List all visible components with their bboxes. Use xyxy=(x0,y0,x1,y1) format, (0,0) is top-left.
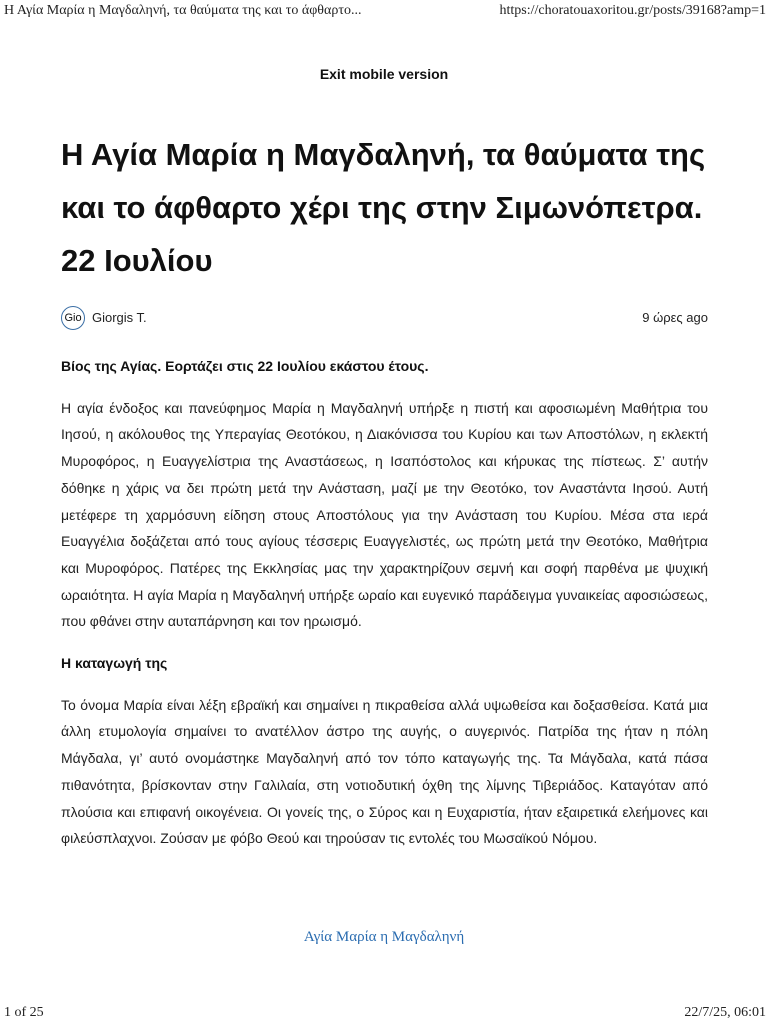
print-footer xyxy=(0,1002,768,1024)
print-datetime: 22/7/25, 06:01 xyxy=(684,1005,766,1020)
print-header-title: Η Αγία Μαρία η Μαγδαληνή, τα θαύματα της και το άφθαρτο... xyxy=(4,3,362,18)
page-counter: 1 of 25 xyxy=(4,1005,44,1020)
byline xyxy=(61,306,708,334)
author-avatar[interactable]: Gio xyxy=(61,306,85,330)
print-header-url: https://choratouaxoritou.gr/posts/39168?amp=1 xyxy=(499,3,766,18)
image-caption-link[interactable]: Αγία Μαρία η Μαγδαληνή xyxy=(303,929,465,945)
author-name[interactable]: Giorgis T. xyxy=(92,310,147,325)
section-heading: Η καταγωγή της xyxy=(61,655,168,672)
post-timestamp: 9 ώρες ago xyxy=(642,310,708,325)
article-content xyxy=(61,353,708,852)
article-lead: Βίος της Αγίας. Εορτάζει στις 22 Ιουλίου εκάστου έτους. xyxy=(61,358,429,374)
article-paragraph-2: Το όνομα Μαρία είναι λέξη εβραϊκή και σημαίνει η πικραθείσα αλλά υψωθείσα και δοξασθείσα. Κατά μια άλλη ετυμολογία σημαίνει το ανατέλλον άστρο της αυγής, ο αυγερινός. Πατρίδα της ήταν η πόλη Μάγδαλα, γι’ αυτό ονομάστηκε Μαγδαληνή από τον τόπο καταγωγής της. Τα Μάγδαλα, κατά πάσα πιθανότητα, βρίσκονταν στην Γαλιλαία, στη νοτιοδυτική όχθη της λίμνης Τιβεριάδος. Καταγόταν από πλούσια και επιφανή οικογένεια. Οι γονείς της, ο Σύρος και η Ευχαριστία, ήταν εξαιρετικά ελεήμονες και φιλεύσπλαχνοι. Ζούσαν με φόβο Θεού και τηρούσαν τις εντολές του Μωσαϊκού Νόμου. xyxy=(61,696,708,847)
print-header xyxy=(0,0,768,22)
article-paragraph-1: Η αγία ένδοξος και πανεύφημος Μαρία η Μαγδαληνή υπήρξε η πιστή και αφοσιωμένη Μαθήτρια του Ιησού, η ακόλουθος της Υπεραγίας Θεοτόκου, η Διακόνισσα του Κυρίου και των Αποστόλων, η εκλεκτή Μυροφόρος, η Ευαγγελίστρια της Αναστάσεως, η Ισαπόστολος και κήρυκας της πίστεως. Σ’ αυτήν δόθηκε η χάρις να δει πρώτη μετά την Ανάσταση, μαζί με την Θεοτόκο, τον Αναστάντα Ιησού. Αυτή μετέφερε τη χαρμόσυνη είδηση στους Αποστόλους για την Ανάσταση του Κυρίου. Μέσα στα ιερά Ευαγγέλια δοξάζεται από τους αγίους τέσσερις Ευαγγελιστές, ως πρώτη μετά την Θεοτόκο, Μαθήτρια και Μυροφόρος. Πατέρες της Εκκλησίας μας την χαρακτηρίζουν σεμνή και σοφή παρθένα με ψυχική ωραιότητα. Η αγία Μαρία η Μαγδαληνή υπήρξε ωραίο και ευγενικό παράδειγμα γυναικείας αφοσιώσεως, που φθάνει στην αυταπάρνηση και τον ηρωισμό. xyxy=(61,399,708,630)
article-title: Η Αγία Μαρία η Μαγδαληνή, τα θαύματα της και το άφθαρτο χέρι της στην Σιμωνόπετρα. 22 Ιουλίου xyxy=(61,137,706,278)
exit-mobile-version-link[interactable]: Exit mobile version xyxy=(319,66,449,82)
